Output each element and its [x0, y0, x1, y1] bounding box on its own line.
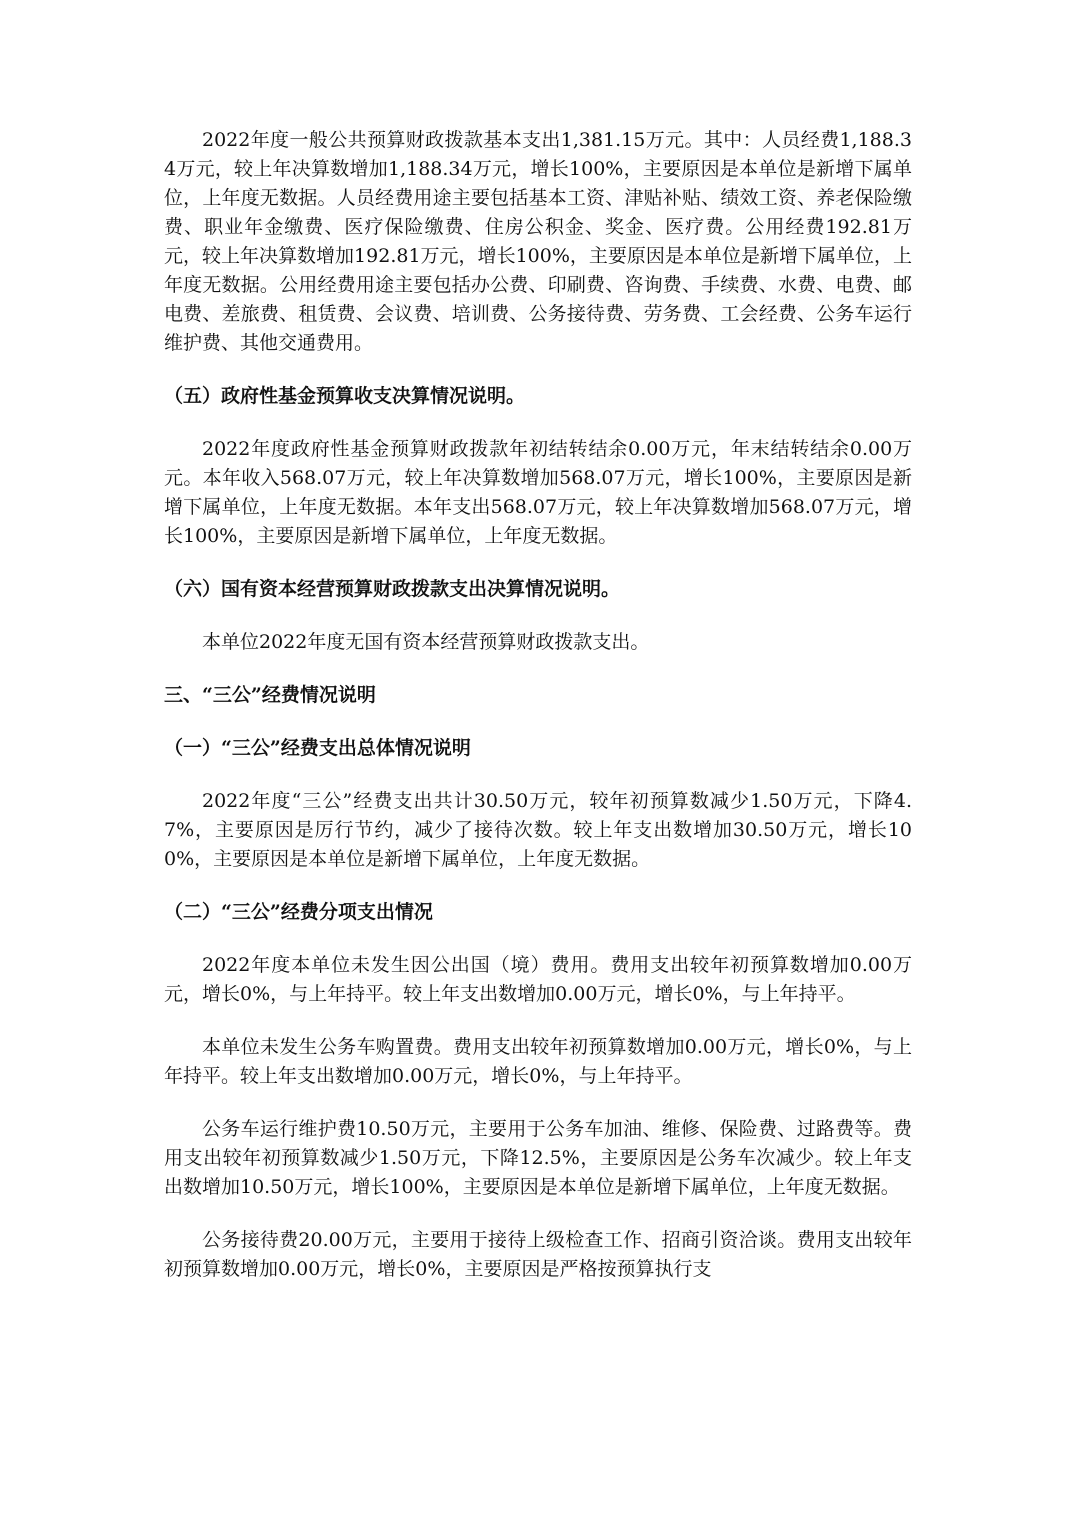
heading-three-public-items: （二）“三公”经费分项支出情况 — [164, 901, 433, 923]
document-page — [164, 126, 912, 1284]
paragraph-reception: 公务接待费20.00万元，主要用于接待上级检查工作、招商引资洽谈。费用支出较年初预算数增加0.00万元，增长0%，主要原因是严格按预算执行支 — [164, 1229, 912, 1280]
paragraph-government-fund: 2022年度政府性基金预算财政拨款年初结转结余0.00万元，年末结转结余0.00万元。本年收入568.07万元，较上年决算数增加568.07万元，增长100%，主要原因是新增下属单位，上年度无数据。本年支出568.07万元，较上年决算数增加568.07万元，增长100%，主要原因是新增下属单位，上年度无数据。 — [164, 438, 912, 547]
paragraph-vehicle-operation: 公务车运行维护费10.50万元，主要用于公务车加油、维修、保险费、过路费等。费用支出较年初预算数减少1.50万元，下降12.5%，主要原因是公务车次减少。较上年支出数增加10.50万元，增长100%，主要原因是本单位是新增下属单位，上年度无数据。 — [164, 1118, 912, 1198]
heading-three-public: 三、“三公”经费情况说明 — [164, 684, 376, 706]
paragraph-state-capital: 本单位2022年度无国有资本经营预算财政拨款支出。 — [202, 631, 650, 653]
heading-state-capital: （六）国有资本经营预算财政拨款支出决算情况说明。 — [164, 578, 621, 600]
heading-government-fund: （五）政府性基金预算收支决算情况说明。 — [164, 385, 526, 407]
paragraph-vehicle-purchase: 本单位未发生公务车购置费。费用支出较年初预算数增加0.00万元，增长0%，与上年持平。较上年支出数增加0.00万元，增长0%，与上年持平。 — [164, 1036, 912, 1087]
paragraph-basic-expenditure: 2022年度一般公共预算财政拨款基本支出1,381.15万元。其中：人员经费1,188.34万元，较上年决算数增加1,188.34万元，增长100%，主要原因是本单位是新增下属单位，上年度无数据。人员经费用途主要包括基本工资、津贴补贴、绩效工资、养老保险缴费、职业年金缴费、医疗保险缴费、住房公积金、奖金、医疗费。公用经费192.81万元，较上年决算数增加192.81万元，增长100%，主要原因是本单位是新增下属单位，上年度无数据。公用经费用途主要包括办公费、印刷费、咨询费、手续费、水费、电费、邮电费、差旅费、租赁费、会议费、培训费、公务接待费、劳务费、工会经费、公务车运行维护费、其他交通费用。 — [164, 129, 912, 354]
paragraph-three-public-overall: 2022年度“三公”经费支出共计30.50万元，较年初预算数减少1.50万元，下降4.7%，主要原因是厉行节约，减少了接待次数。较上年支出数增加30.50万元，增长100%，主要原因是本单位是新增下属单位，上年度无数据。 — [164, 790, 912, 870]
paragraph-overseas-travel: 2022年度本单位未发生因公出国（境）费用。费用支出较年初预算数增加0.00万元，增长0%，与上年持平。较上年支出数增加0.00万元，增长0%，与上年持平。 — [164, 954, 912, 1005]
heading-three-public-overall: （一）“三公”经费支出总体情况说明 — [164, 737, 471, 759]
